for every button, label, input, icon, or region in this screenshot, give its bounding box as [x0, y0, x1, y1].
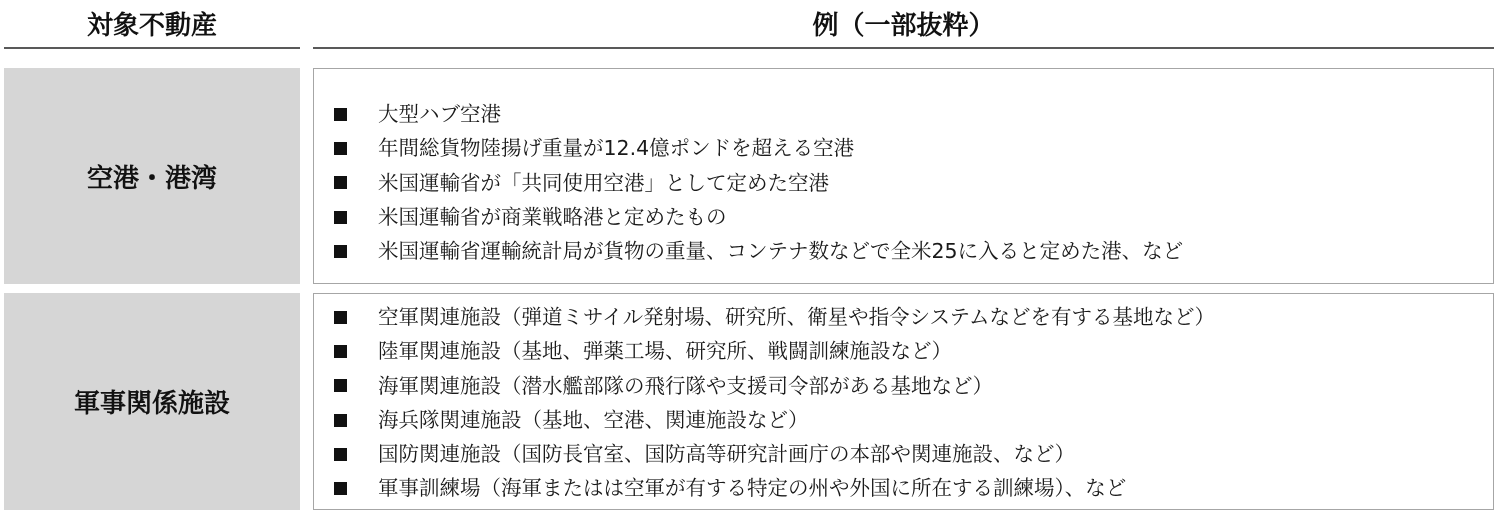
square-bullet-icon [334, 379, 347, 392]
list-item-text: 米国運輸省運輸統計局が貨物の重量、コンテナ数などで全米25に入ると定めた港、など [378, 239, 1184, 264]
list-item-text: 年間総貨物陸揚げ重量が12.4億ポンドを超える空港 [378, 136, 855, 161]
square-bullet-icon [334, 311, 347, 324]
square-bullet-icon [334, 108, 347, 121]
list-item [334, 234, 1183, 268]
list-item [334, 369, 1215, 403]
list-item [334, 437, 1215, 471]
list-item-text: 米国運輸省が商業戦略港と定めたもの [378, 204, 727, 229]
examples-box-airports-ports [313, 68, 1494, 284]
square-bullet-icon [334, 448, 347, 461]
list-item-text: 海兵隊関連施設（基地、空港、関連施設など） [378, 407, 809, 432]
square-bullet-icon [334, 176, 347, 189]
list-item-text: 陸軍関連施設（基地、弾薬工場、研究所、戦闘訓練施設など） [378, 339, 952, 364]
list-item-text: 米国運輸省が「共同使用空港」として定めた空港 [378, 170, 829, 195]
square-bullet-icon [334, 482, 347, 495]
list-item-text: 軍事訓練場（海軍またはは空軍が有する特定の州や外国に所在する訓練場）、など [378, 476, 1127, 501]
header-target-property: 対象不動産 [4, 0, 300, 49]
list-item [334, 166, 1183, 200]
example-list [334, 97, 1183, 268]
list-item-text: 空軍関連施設（弾道ミサイル発射場、研究所、衛星や指令システムなどを有する基地など） [378, 305, 1216, 329]
square-bullet-icon [334, 211, 347, 224]
category-airports-ports: 空港・港湾 [4, 68, 300, 284]
list-item-text: 国防関連施設（国防長官室、国防高等研究計画庁の本部や関連施設、など） [378, 442, 1075, 467]
list-item [334, 334, 1215, 368]
example-list [334, 300, 1215, 506]
square-bullet-icon [334, 414, 347, 427]
list-item [334, 471, 1215, 505]
list-item [334, 200, 1183, 234]
header-examples: 例（一部抜粋） [313, 0, 1494, 49]
list-item [334, 97, 1183, 131]
list-item [334, 300, 1215, 334]
list-item [334, 403, 1215, 437]
list-item-text: 大型ハブ空港 [378, 102, 501, 126]
list-item [334, 131, 1183, 165]
square-bullet-icon [334, 245, 347, 258]
square-bullet-icon [334, 345, 347, 358]
list-item-text: 海軍関連施設（潜水艦部隊の飛行隊や支援司令部がある基地など） [378, 373, 993, 398]
square-bullet-icon [334, 142, 347, 155]
examples-box-military-facilities [313, 293, 1494, 510]
category-military-facilities: 軍事関係施設 [4, 293, 300, 510]
